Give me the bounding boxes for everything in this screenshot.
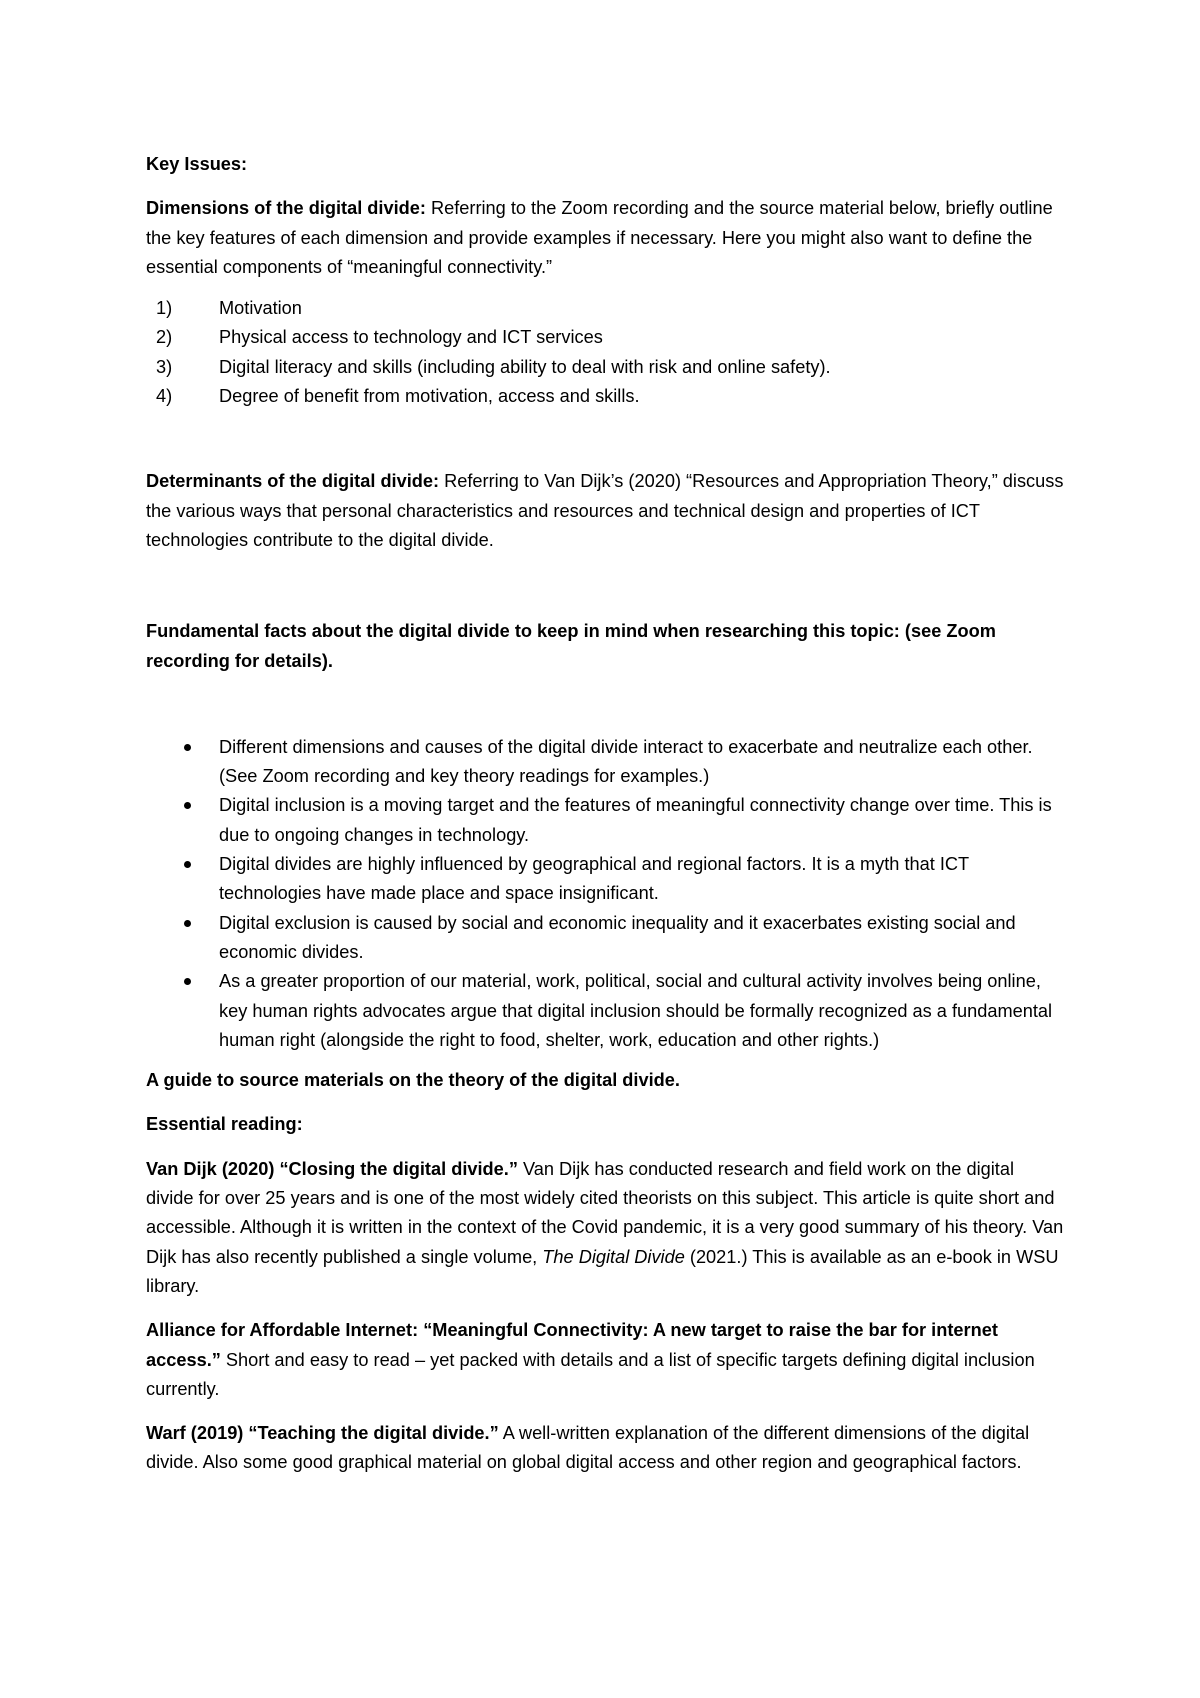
- source-alliance: Alliance for Affordable Internet: “Meaningful Connectivity: A new target to raise the bar for internet access.” Short and easy to read – yet packed with details and a list of specific targets defining digital inclusion currently.: [146, 1320, 1035, 1399]
- bullet-icon: [184, 744, 191, 751]
- list-item: 1) Motivation: [156, 298, 302, 319]
- list-item: 2) Physical access to technology and ICT services: [156, 327, 603, 348]
- list-item: Digital inclusion is a moving target and the features of meaningful connectivity change over time. This is due to ongoing changes in technology.: [146, 791, 1066, 850]
- source-title: Warf (2019) “Teaching the digital divide.”: [146, 1423, 499, 1444]
- dimensions-paragraph: [146, 194, 1066, 282]
- list-item: 4) Degree of benefit from motivation, access and skills.: [156, 386, 640, 407]
- essential-reading-heading: Essential reading:: [146, 1114, 303, 1135]
- source-title: Van Dijk (2020) “Closing the digital divide.”: [146, 1158, 518, 1179]
- determinants-text: Referring to Van Dijk’s (2020) “Resources and Appropriation Theory,” discuss the various ways that personal characteristics and resources and technical design and properties of ICT technologies contribute to the digital divide.: [146, 471, 1064, 550]
- source-van-dijk: Van Dijk (2020) “Closing the digital divide.” Van Dijk has conducted research and field work on the digital divide for over 25 years and is one of the most widely cited theorists on this subject. This article is quite short and accessible. Although it is written in the context of the Covid pandemic, it is a very good summary of his theory. Van Dijk has also recently published a single volume, The Digital Divide (2021.) This is available as an e-book in WSU library.: [146, 1158, 1064, 1296]
- guide-heading: A guide to source materials on the theory of the digital divide.: [146, 1070, 680, 1091]
- dimensions-text: Referring to the Zoom recording and the source material below, briefly outline the key features of each dimension and provide examples if necessary. Here you might also want to define the essential components of “meaningful connectivity.”: [146, 198, 1053, 277]
- dimensions-heading: Dimensions of the digital divide:: [146, 198, 426, 219]
- fundamental-heading: Fundamental facts about the digital divide to keep in mind when researching this topic: (see Zoom recording for details).: [146, 621, 996, 671]
- fundamental-facts-list: [146, 733, 1066, 1055]
- source-warf: Warf (2019) “Teaching the digital divide.” A well-written explanation of the different dimensions of the digital divide. Also some good graphical material on global digital access and other region and geographical factors.: [146, 1423, 1030, 1473]
- bullet-icon: [184, 802, 191, 809]
- source-title: Alliance for Affordable Internet: “Meaningful Connectivity: A new target to raise the bar for internet access.”: [146, 1320, 998, 1370]
- list-item: Digital divides are highly influenced by geographical and regional factors. It is a myth that ICT technologies have made place and space insignificant.: [146, 850, 1066, 909]
- book-title: The Digital Divide: [542, 1246, 685, 1267]
- determinants-heading: Determinants of the digital divide:: [146, 471, 440, 492]
- list-item: 3) Digital literacy and skills (including ability to deal with risk and online safety).: [156, 356, 831, 377]
- key-issues-title: Key Issues:: [146, 154, 248, 174]
- dimensions-list: [146, 294, 1066, 411]
- bullet-icon: [184, 920, 191, 927]
- determinants-paragraph: [146, 467, 1066, 555]
- list-item: Digital exclusion is caused by social and economic inequality and it exacerbates existing social and economic divides.: [146, 909, 1066, 968]
- bullet-icon: [184, 978, 191, 985]
- list-item: As a greater proportion of our material, work, political, social and cultural activity involves being online, key human rights advocates argue that digital inclusion should be formally recognized as a fundamental human right (alongside the right to food, shelter, work, education and other rights.): [146, 967, 1066, 1055]
- list-item: Different dimensions and causes of the digital divide interact to exacerbate and neutralize each other. (See Zoom recording and key theory readings for examples.): [146, 733, 1066, 792]
- document-content: [146, 150, 1066, 1478]
- bullet-icon: [184, 861, 191, 868]
